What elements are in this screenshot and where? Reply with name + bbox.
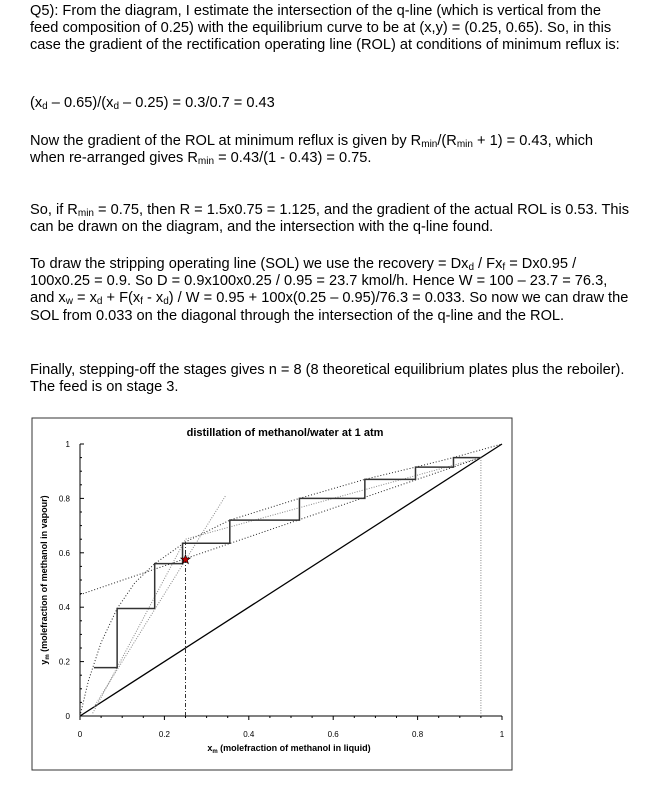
text-run: / Fx <box>474 256 503 272</box>
subscript: w <box>65 296 73 308</box>
subscript: min <box>421 139 438 150</box>
text-run: = 0.43/(1 - 0.43) = 0.75. <box>214 150 372 167</box>
x-tick-label: 0 <box>77 730 83 739</box>
x-tick-label: 0.8 <box>412 730 424 739</box>
subscript: f <box>140 296 143 308</box>
subscript: min <box>456 139 473 150</box>
text-run: So, if R <box>30 202 78 218</box>
series-diagonal <box>80 444 502 716</box>
series-rol <box>80 458 481 595</box>
text-run: + F(x <box>102 290 141 307</box>
text-run: (x <box>30 95 43 111</box>
subscript: min <box>197 156 215 168</box>
series-stages <box>94 458 481 668</box>
y-axis-label: $y_m$ (molefraction of methanol in vapour) <box>39 495 51 665</box>
series-sol <box>94 496 226 707</box>
text-run: Finally, stepping-off the stages gives n = 8 (8 theoretical equilibrium plates plus the reboiler). The feed is on stage 3. <box>30 362 625 396</box>
y-tick-label: 0.4 <box>58 603 70 613</box>
text-run: = x <box>72 290 97 307</box>
chart-title: distillation of methanol/water at 1 atm <box>186 427 384 439</box>
text-run: – 0.25) = 0.3/0.7 = 0.43 <box>119 95 275 111</box>
text-run: /(R <box>437 133 457 149</box>
text-run: ) / W = 0.95 + 100x(0.25 – 0.95)/76.3 = 0.033. So now we can draw the SOL from 0.033 on the diagonal through the intersection of the q-line and the ROL. <box>30 290 629 324</box>
x-axis-label: $x_m$ (molefraction of methanol in liquid) <box>207 743 371 755</box>
y-tick-label: 0 <box>65 712 70 721</box>
subscript: d <box>163 296 169 308</box>
y-tick-label: 0.2 <box>58 657 70 667</box>
subscript: d <box>113 101 119 112</box>
y-tick-label: 0.6 <box>58 548 70 558</box>
text-run: = Dx0.95 / 100x0.25 = 0.9. So D = 0.9x100x0.25 / 0.95 = 23.7 kmol/h. Hence W = 100 – 23.7 = 76.3, and x <box>30 256 608 307</box>
x-tick-label: 0.4 <box>243 730 255 739</box>
text-run: - x <box>142 290 164 307</box>
chart-frame <box>32 418 512 770</box>
subscript: min <box>77 208 94 219</box>
subscript: d <box>96 296 103 308</box>
text-run: Q5): From the diagram, I estimate the intersection of the q-line (which is vertical from the feed composition of 0.25) with the equilibrium curve to be at (x,y) = (0.25, 0.65). So, in this case the gradient of the rectification operating line (ROL) at conditions of minimum reflux is: <box>30 3 620 54</box>
text-run: Now the gradient of the ROL at minimum reflux is given by R <box>30 133 422 149</box>
y-tick-label: 0.8 <box>58 494 70 504</box>
subscript: d <box>468 262 474 273</box>
x-tick-label: 0.6 <box>327 730 339 739</box>
text-run: – 0.65)/(x <box>47 95 114 111</box>
text-run: To draw the stripping operating line (SOL) we use the recovery = Dx <box>30 256 469 272</box>
text-run: + 1) = 0.43, which when re-arranged gives R <box>30 133 594 167</box>
subscript: f <box>502 262 506 273</box>
x-tick-label: 1 <box>499 730 505 739</box>
text-run: = 0.75, then R = 1.5x0.75 = 1.125, and the gradient of the actual ROL is 0.53. This can be drawn on the diagram, and the intersection with the q-line found. <box>30 202 630 236</box>
x-tick-label: 0.2 <box>158 730 170 739</box>
y-tick-label: 1 <box>65 440 70 449</box>
subscript: d <box>42 101 48 112</box>
series-rol-minimum-reflux <box>93 458 481 714</box>
